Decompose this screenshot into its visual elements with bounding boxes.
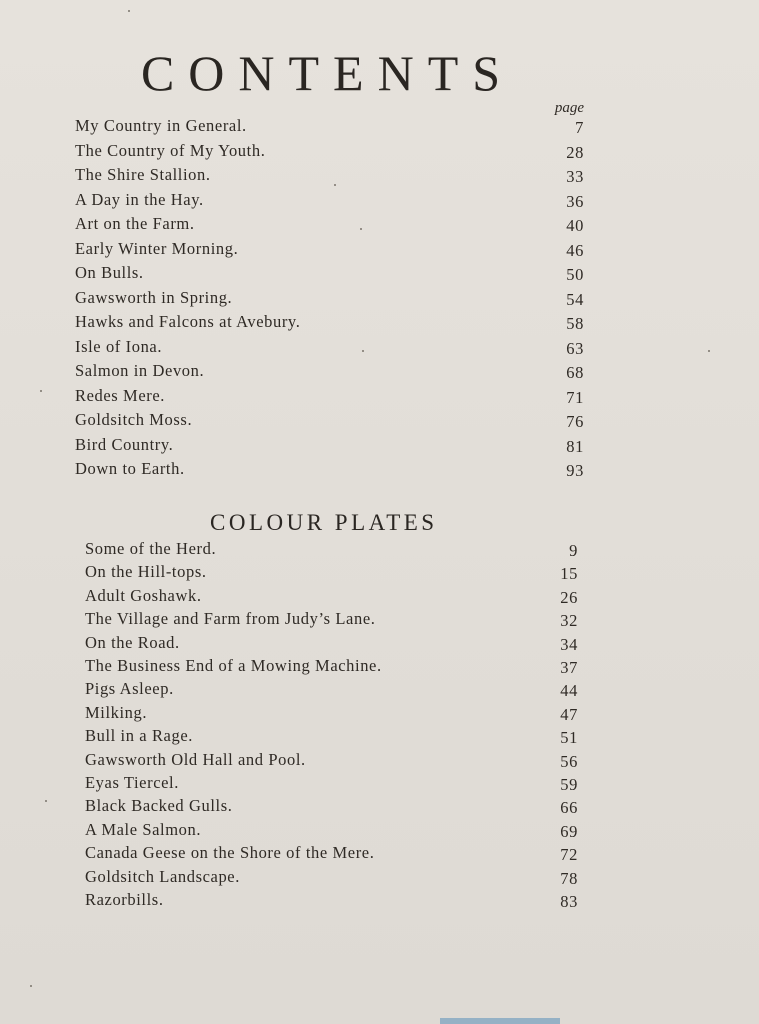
entry-title: The Shire Stallion. — [75, 165, 211, 184]
entry-title: Hawks and Falcons at Avebury. — [75, 312, 301, 331]
entry-title: Goldsitch Landscape. — [85, 866, 240, 886]
entry-page: 78 — [560, 868, 578, 888]
entry-page: 34 — [560, 634, 578, 654]
entry-title: Eyas Tiercel. — [85, 773, 179, 792]
entry-page: 76 — [566, 412, 584, 431]
entry-title: Some of the Herd. — [85, 539, 217, 558]
entry-page: 46 — [566, 240, 584, 260]
entry-title: Gawsworth in Spring. — [75, 287, 233, 307]
entry-title: Gawsworth Old Hall and Pool. — [85, 749, 306, 769]
entry-title: Isle of Iona. — [75, 336, 163, 356]
entry-page: 63 — [566, 338, 584, 358]
entry-title: Redes Mere. — [75, 385, 165, 405]
entry-page: 28 — [566, 142, 584, 162]
entry-title: On the Hill-tops. — [85, 562, 207, 582]
entry-page: 59 — [560, 775, 578, 794]
entry-title: Adult Goshawk. — [85, 585, 202, 605]
entry-page: 51 — [560, 728, 578, 748]
entry-title: On the Road. — [85, 632, 180, 652]
entry-page: 54 — [566, 289, 584, 309]
entry-page: 69 — [560, 821, 578, 841]
page-title: CONTENTS — [140, 45, 515, 101]
entry-page: 44 — [560, 681, 578, 701]
entry-title: A Day in the Hay. — [75, 189, 204, 209]
entry-page: 40 — [566, 216, 584, 235]
entry-title: The Country of My Youth. — [75, 140, 266, 160]
paper-speck — [334, 184, 336, 186]
entry-title: Bull in a Rage. — [85, 726, 193, 746]
entry-title: Goldsitch Moss. — [75, 410, 193, 429]
entry-title: Art on the Farm. — [75, 214, 195, 233]
entry-title: Pigs Asleep. — [85, 679, 174, 699]
entry-title: Salmon in Devon. — [75, 361, 205, 380]
entry-page: 15 — [560, 564, 578, 584]
paper-speck — [45, 800, 47, 802]
entry-page: 81 — [566, 436, 584, 456]
entry-title: Early Winter Morning. — [75, 238, 239, 258]
paper-speck — [360, 228, 362, 230]
entry-page: 26 — [560, 587, 578, 607]
paper-speck — [40, 390, 42, 392]
entry-page: 56 — [560, 751, 578, 771]
entry-page: 37 — [560, 658, 578, 677]
entry-title: My Country in General. — [75, 116, 247, 135]
entry-page: 32 — [560, 611, 578, 631]
entry-page: 93 — [566, 461, 584, 480]
entry-page: 50 — [566, 265, 584, 284]
entry-page: 33 — [566, 167, 584, 186]
entry-title: Canada Geese on the Shore of the Mere. — [85, 843, 375, 863]
entry-title: The Business End of a Mowing Machine. — [85, 656, 382, 675]
paper-speck — [128, 10, 130, 12]
entry-title: Bird Country. — [75, 434, 174, 454]
page-column-label: page — [554, 100, 584, 116]
paper-speck — [708, 350, 710, 352]
entry-title: Down to Earth. — [75, 459, 185, 478]
entry-page: 58 — [566, 314, 584, 333]
entry-page: 47 — [560, 704, 578, 724]
entry-title: Black Backed Gulls. — [85, 796, 233, 816]
blue-paper-edge — [440, 1018, 560, 1024]
entry-page: 36 — [566, 191, 584, 211]
entry-title: Razorbills. — [85, 890, 164, 909]
entry-page: 83 — [560, 892, 578, 911]
entry-page: 72 — [560, 845, 578, 865]
paper-speck — [30, 985, 32, 987]
entry-title: The Village and Farm from Judy’s Lane. — [85, 609, 376, 629]
entry-title: On Bulls. — [75, 263, 144, 282]
paper-speck — [362, 350, 364, 352]
entry-page: 71 — [566, 387, 584, 407]
entry-title: A Male Salmon. — [85, 819, 202, 839]
entry-page: 66 — [560, 798, 578, 818]
entry-title: Milking. — [85, 702, 148, 722]
entry-page: 68 — [566, 363, 584, 382]
entry-page: 9 — [569, 541, 578, 560]
colour-plates-heading: COLOUR PLATES — [210, 510, 438, 535]
entry-page: 7 — [575, 118, 584, 137]
